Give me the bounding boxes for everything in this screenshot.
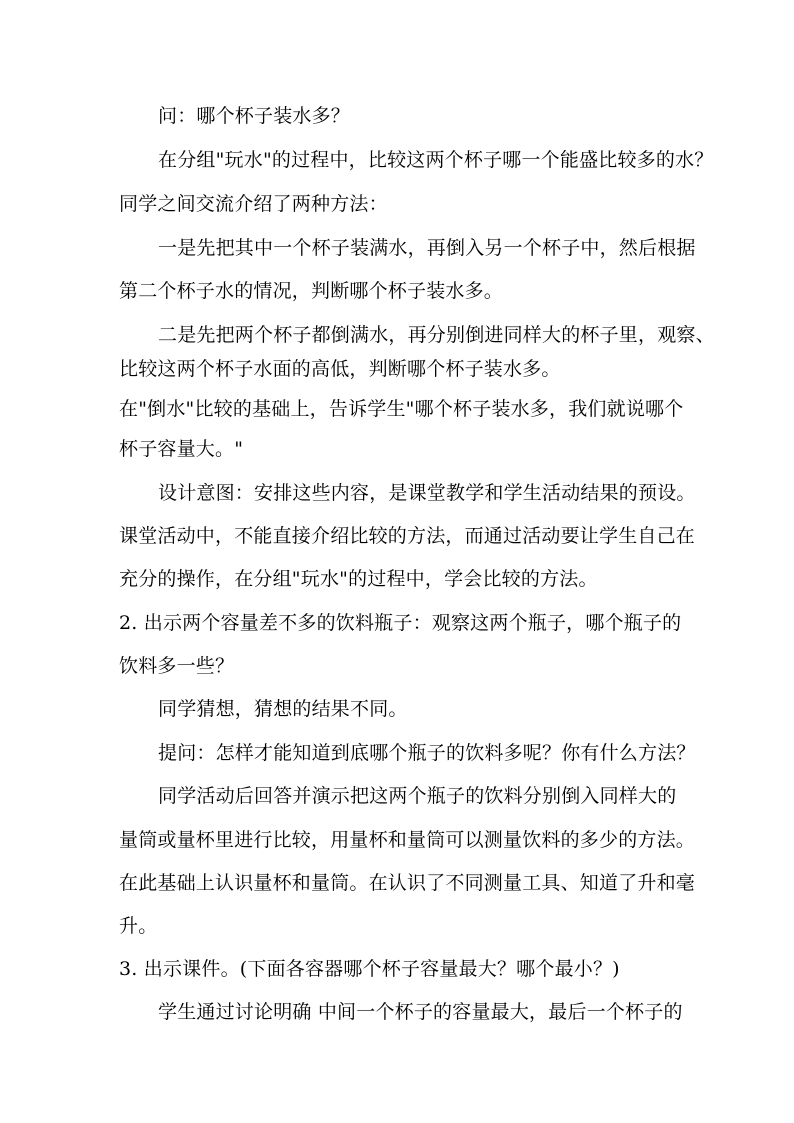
text-line-7: 比较这两个杯子水面的高低，判断哪个杯子装水多。: [119, 358, 561, 380]
text-line-2: 在分组"玩水"的过程中，比较这两个杯子哪一个能盛比较多的水？: [158, 149, 714, 171]
text-line-12: 充分的操作，在分组"玩水"的过程中，学会比较的方法。: [119, 568, 598, 590]
text-line-5: 第二个杯子水的情况，判断哪个杯子装水多。: [119, 280, 504, 302]
text-line-11: 课堂活动中，不能直接介绍比较的方法，而通过活动要让学生自己在: [119, 525, 696, 547]
text-line-22: 学生通过讨论明确 中间一个杯子的容量最大，最后一个杯子的: [158, 1001, 683, 1023]
text-line-9: 杯子容量大。": [119, 438, 244, 460]
text-line-item-2: 2. 出示两个容量差不多的饮料瓶子：观察这两个瓶子，哪个瓶子的: [119, 612, 682, 634]
text-line-3: 同学之间交流介绍了两种方法：: [119, 193, 388, 215]
text-line-19: 在此基础上认识量杯和量筒。在认识了不同测量工具、知道了升和毫: [119, 872, 696, 894]
text-line-15: 同学猜想，猜想的结果不同。: [158, 698, 408, 720]
text-line-question: 问：哪个杯子装水多？: [158, 105, 351, 127]
text-line-8: 在"倒水"比较的基础上，告诉学生"哪个杯子装水多，我们就说哪个: [119, 398, 684, 420]
text-line-20: 升。: [119, 915, 158, 937]
text-line-method-two: 二是先把两个杯子都倒满水，再分别倒进同样大的杯子里，观察、: [158, 324, 715, 346]
text-line-design-intent: 设计意图：安排这些内容，是课堂教学和学生活动结果的预设。: [158, 482, 696, 504]
text-line-14: 饮料多一些？: [119, 655, 235, 677]
text-line-item-3: 3. 出示课件。(下面各容器哪个杯子容量最大？哪个最小？): [119, 958, 620, 980]
text-line-17: 同学活动后回答并演示把这两个瓶子的饮料分别倒入同样大的: [158, 785, 677, 807]
text-line-method-one: 一是先把其中一个杯子装满水，再倒入另一个杯子中，然后根据: [158, 237, 696, 259]
text-line-16: 提问：怎样才能知道到底哪个瓶子的饮料多呢？你有什么方法？: [158, 742, 696, 764]
text-line-18: 量筒或量杯里进行比较，用量杯和量筒可以测量饮料的多少的方法。: [119, 829, 696, 851]
